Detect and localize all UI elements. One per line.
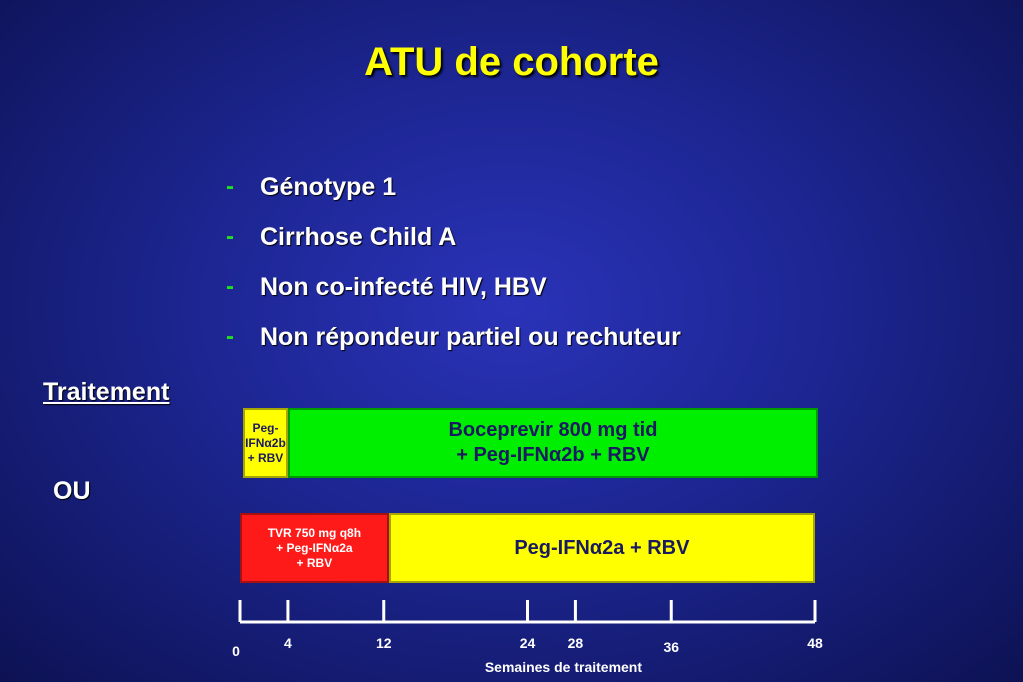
bullet-dash: - xyxy=(226,173,234,200)
telaprevir-text: TVR 750 mg q8h + Peg-IFNα2a + RBV xyxy=(267,525,362,570)
peg-ifn-2a-text: Peg-IFNα2a + RBV xyxy=(514,536,690,559)
tick-label: 48 xyxy=(807,635,823,651)
treatment-label: Traitement xyxy=(43,378,170,406)
tick-label: 12 xyxy=(375,635,392,651)
criteria-text: Cirrhose Child A xyxy=(260,222,457,251)
bullet-dash: - xyxy=(226,223,234,250)
tick-label: 4 xyxy=(284,635,292,651)
tick-label: 28 xyxy=(567,635,584,651)
bullet-dash: - xyxy=(226,273,234,300)
criteria-text: Non répondeur partiel ou rechuteur xyxy=(260,322,681,351)
or-label: OU xyxy=(53,477,91,505)
boceprevir-text: Boceprevir 800 mg tid + Peg-IFNα2b + RBV xyxy=(448,419,658,466)
tick-label: 24 xyxy=(519,635,536,651)
axis-title: Semaines de traitement xyxy=(484,659,643,675)
tick-label: 0 xyxy=(232,643,240,659)
slide-title: ATU de cohorte xyxy=(364,40,659,84)
bullet-dash: - xyxy=(226,323,234,350)
criteria-text: Non co-infecté HIV, HBV xyxy=(260,272,547,301)
tick-label: 36 xyxy=(663,639,680,655)
lead-in-text: Peg- IFNα2b + RBV xyxy=(245,420,286,465)
criteria-text: Génotype 1 xyxy=(260,172,397,201)
